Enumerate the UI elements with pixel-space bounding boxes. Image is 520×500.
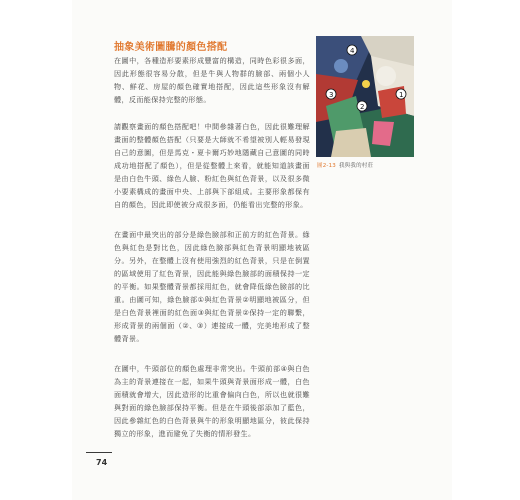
footer-rule <box>86 452 112 453</box>
caption-text: 我與我的村莊 <box>338 163 374 169</box>
page-number: 74 <box>96 458 108 467</box>
paragraph-1: 在圖中，各種造形要素形成豐富的構造，同時色彩很多面，因此形態很容易分散，但是牛與人物群的臉部、兩個小人物、鮮花、房屋的顏色確實地搭配，因此這些形象沒有解體，反而能保持完整的形態。 <box>114 56 310 104</box>
section-heading: 抽象美術圖騰的顏色搭配 <box>114 42 228 53</box>
paragraph-2: 請觀察畫面的顏色搭配吧！中間參雜著白色，因此很難理解畫面的整體顏色搭配（只要是大師就不希望被別人輕易發現自己的意圖，但是馬克・夏卡爾巧妙地隱藏自己意圖的同時成功地搭配了顏色），但是從整體上來看，就能知道該畫面是由白色牛頭、綠色人臉、粉紅色與紅色背景，以及很多微小要素構成的畫面中央、上部與下部組成。主要形象都保有自的顏色，因此即使被分成很多面，仍能看出完整的形象。 <box>114 122 310 209</box>
marker-3: 3 <box>329 91 334 99</box>
paragraph-4: 在圖中，牛頭部位的顏色處理非常突出。牛頭前部④與白色為主的背景連接在一起，如果牛頭與背景面形成一體，白色面積就會增大，因此造形的比重會偏向白色，所以也就很難與對面的綠色臉部保持平衡。但是在牛頭後部添加了藍色，因此參雜紅色的白色背景與牛的形象明顯地區分，彼此保持獨立的形象，進而避免了失衡的情形發生。 <box>114 364 310 438</box>
marker-1: 1 <box>399 91 404 99</box>
figure-caption <box>317 161 373 169</box>
marker-4: 4 <box>350 47 355 55</box>
paragraph-3: 在畫面中最突出的部分是綠色臉部和正前方的紅色背景。綠色與紅色是對比色，因此綠色臉部與紅色背景明顯地被區分。另外，在整體上沒有使用強烈的紅色背景，只是在倒置的區域使用了紅色背景，因此能與綠色臉部的面積保持一定的平衡。如果整體背景都採用紅色，就會降低綠色臉部的比重。由圖可知，綠色臉部①與紅色背景②明顯地被區分，但是白色背景裡面的紅色面③與紅色背景②保持一定的聯繫，形成背景的兩個面（②、③）連接成一體，完美地形成了整體背景。 <box>114 230 310 343</box>
caption-number: 圖2-13 <box>317 163 336 169</box>
painting-image <box>316 36 414 157</box>
painting-artwork <box>316 36 414 157</box>
marker-2: 2 <box>360 103 365 111</box>
